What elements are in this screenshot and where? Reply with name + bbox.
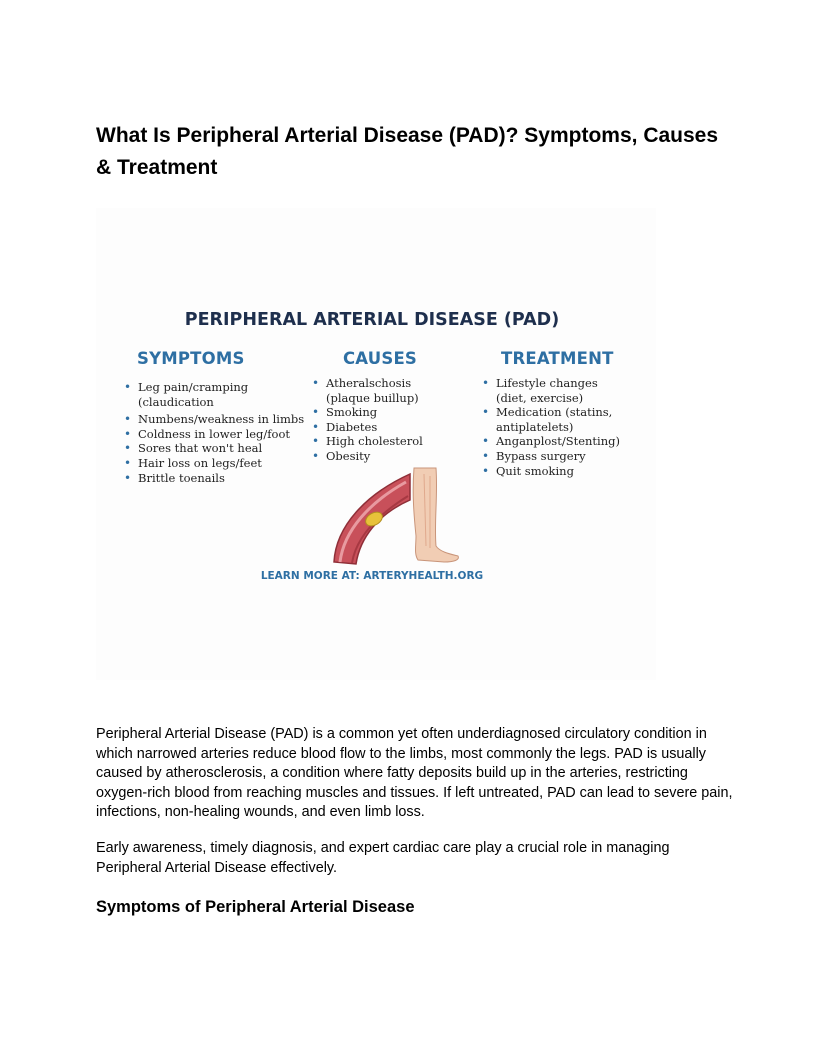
list-item: • High cholesterol (311, 434, 436, 449)
list-item: • Leg pain/cramping (claudication (123, 380, 308, 409)
leg-icon (413, 468, 458, 562)
list-item: • Lifestyle changes (diet, exercise) (481, 376, 631, 405)
list-item: • Atheralschosis (plaque buillup) (311, 376, 436, 405)
learn-more-link[interactable]: LEARN MORE AT: ARTERYHEALTH.ORG (260, 570, 484, 582)
list-item: • Quit smoking (481, 464, 631, 479)
list-item: • Anganplost/Stenting) (481, 434, 631, 449)
awareness-paragraph: Early awareness, timely diagnosis, and expert cardiac care play a crucial role in managing Peripheral Arterial Disease effectively. (96, 840, 670, 876)
list-item: • Diabetes (311, 420, 436, 435)
causes-list (311, 376, 436, 464)
artery-and-leg-illustration (326, 466, 466, 566)
list-item: • Medication (statins, antiplatelets) (481, 405, 631, 434)
section-heading: Symptoms of Peripheral Arterial Disease (96, 898, 415, 916)
intro-paragraph: Peripheral Arterial Disease (PAD) is a common yet often underdiagnosed circulatory condition in which narrowed arteries reduce blood flow to the limbs, most commonly the legs. PAD is usually caused by atherosclerosis, a condition where fatty deposits build up in the arteries, restricting oxygen-rich blood from reaching muscles and tissues. If left untreated, PAD can lead to severe pain, infections, non-healing wounds, and even limb loss. (96, 726, 733, 820)
treatment-list (481, 376, 631, 478)
list-item: • Coldness in lower leg/foot (123, 427, 308, 442)
infographic-title: PERIPHERAL ARTERIAL DISEASE (PAD) (184, 310, 560, 330)
treatment-heading: TREATMENT (501, 349, 614, 368)
pad-infographic (96, 208, 656, 680)
list-item: • Brittle toenails (123, 471, 308, 486)
list-item: • Smoking (311, 405, 436, 420)
list-item: • Sores that won't heal (123, 441, 308, 456)
list-item: • Hair loss on legs/feet (123, 456, 308, 471)
list-item: • Numbens/weakness in limbs (123, 412, 308, 427)
symptoms-heading: SYMPTOMS (137, 349, 245, 368)
list-item: • Bypass surgery (481, 449, 631, 464)
causes-heading: CAUSES (343, 349, 418, 368)
page-title: What Is Peripheral Arterial Disease (PAD)? Symptoms, Causes & Treatment (96, 124, 719, 179)
list-item: • Obesity (311, 449, 436, 464)
symptoms-list (123, 380, 308, 485)
